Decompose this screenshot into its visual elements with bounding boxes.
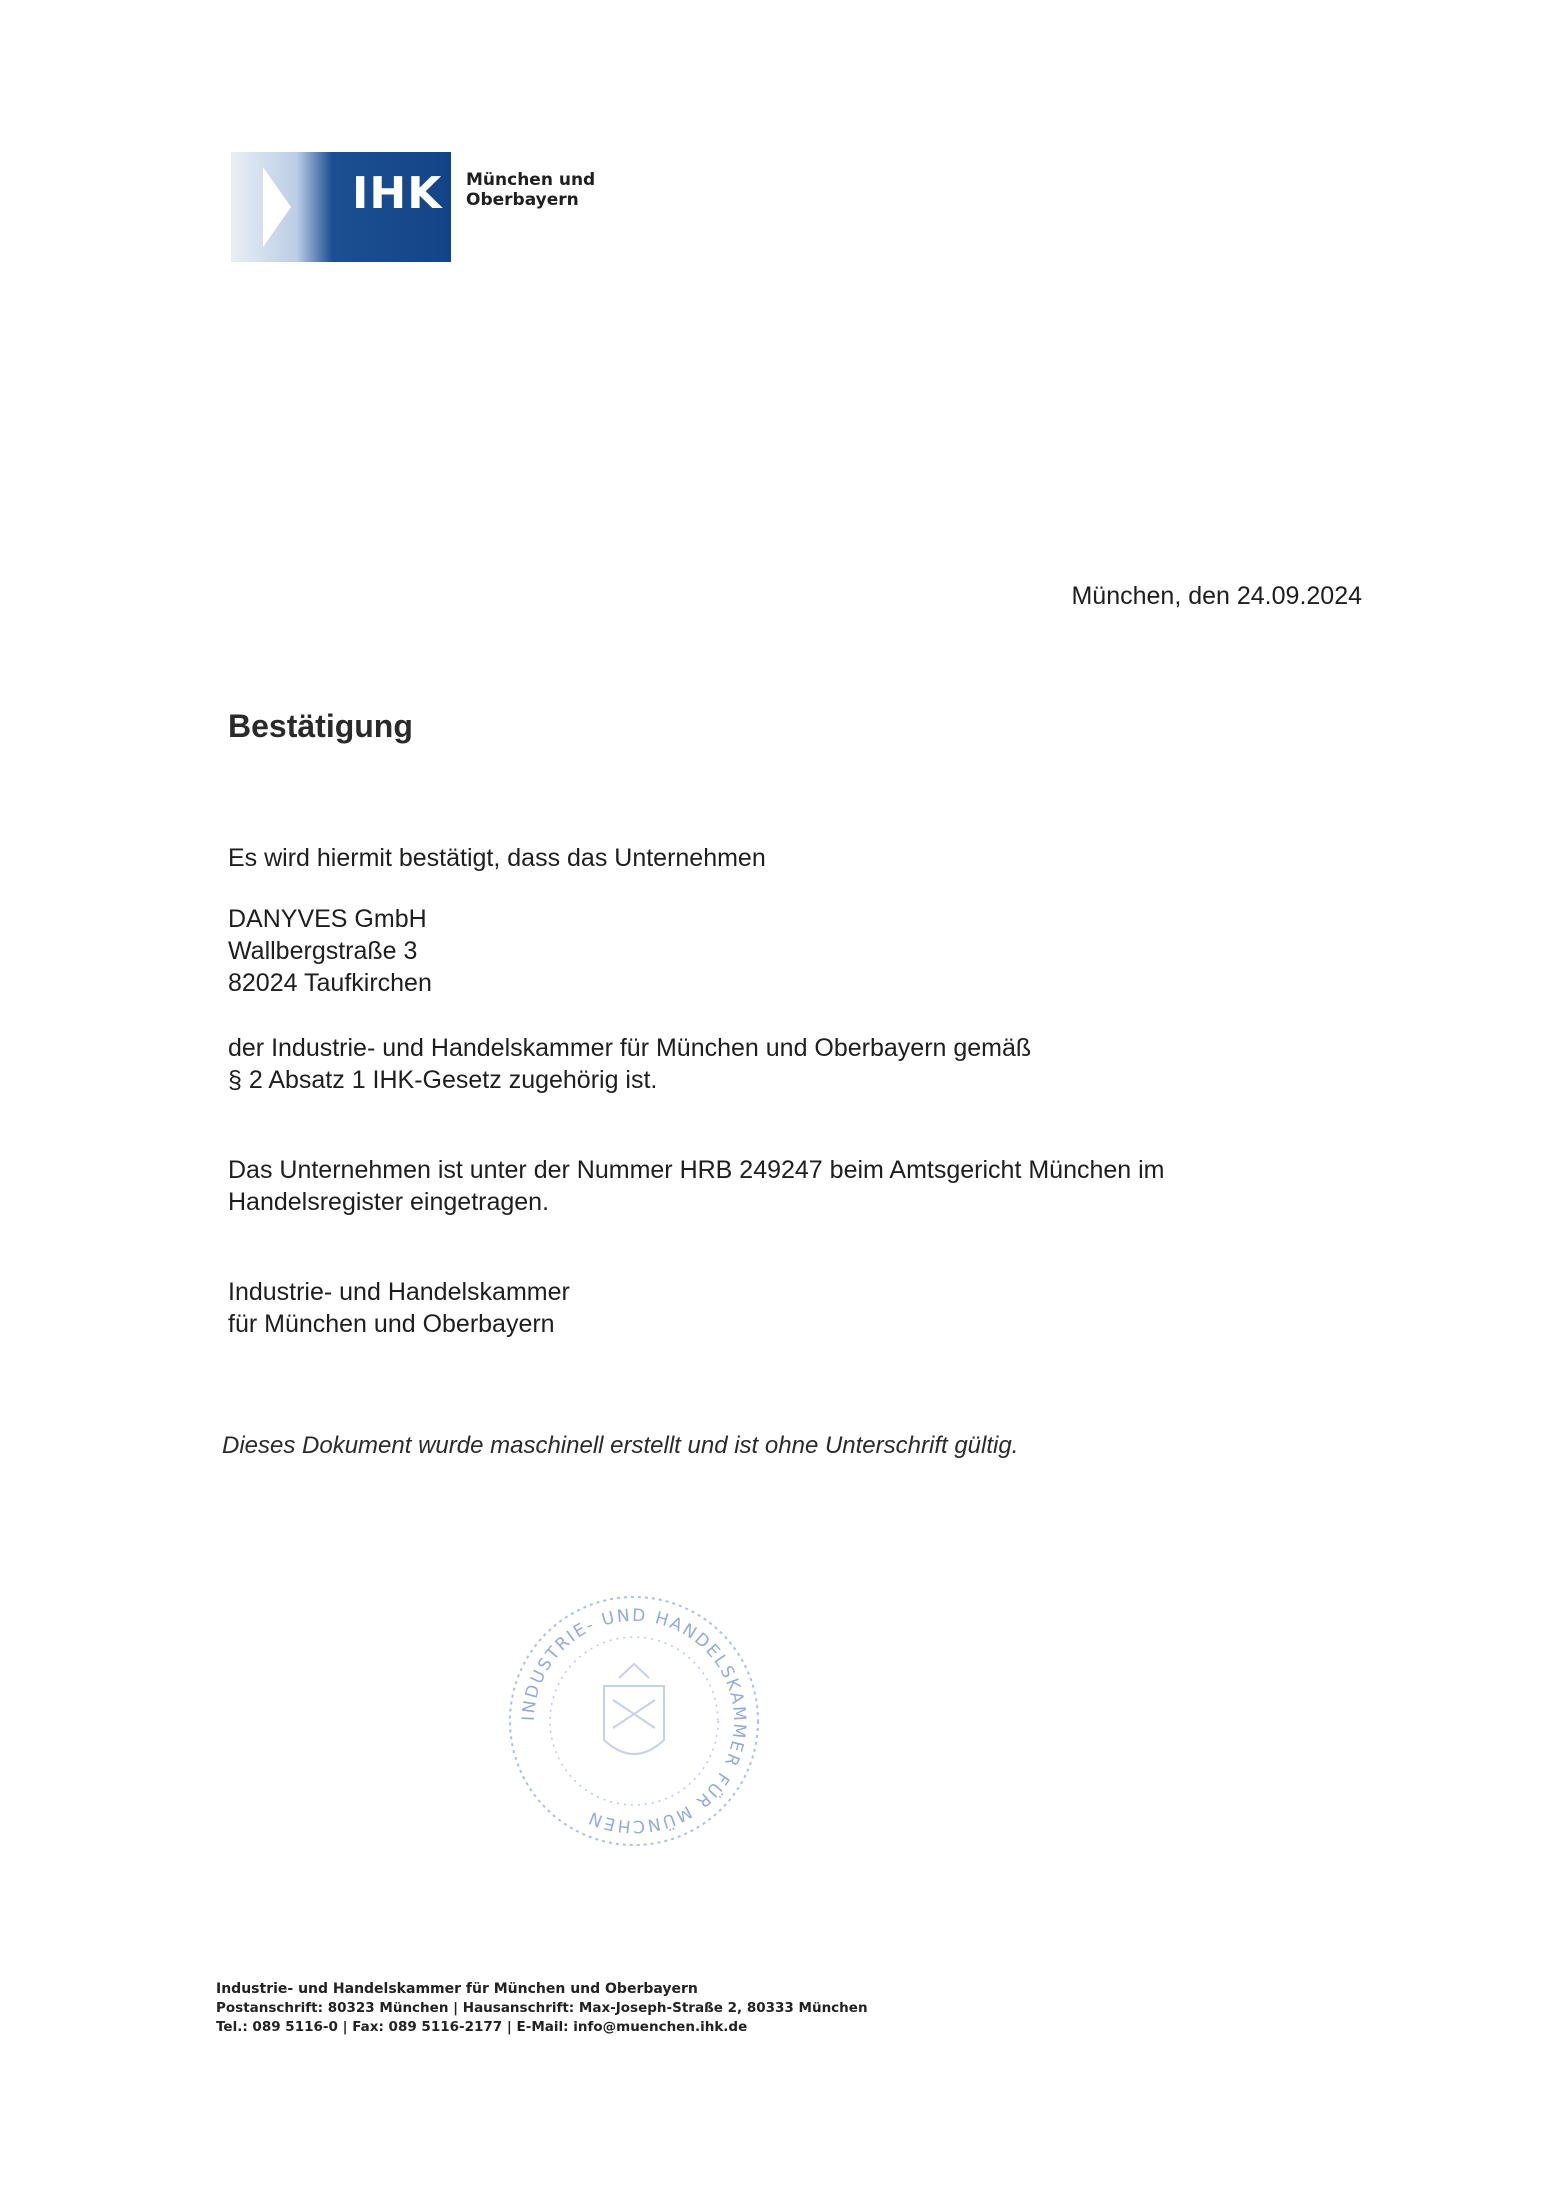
footer-line1: Industrie- und Handelskammer für München und Oberbayern [216,1981,698,1997]
register-line2: Handelsregister eingetragen. [228,1188,550,1216]
company-street: Wallbergstraße 3 [228,937,418,965]
company-city: 82024 Taufkirchen [228,969,432,997]
letter-title: Bestätigung [228,708,413,744]
logo-subtitle [466,170,595,210]
letter-date: München, den 24.09.2024 [1071,582,1362,610]
logo-arrow-icon [263,167,291,247]
organization-line1: Industrie- und Handelskammer [228,1278,570,1306]
official-seal-icon [503,1590,765,1852]
register-paragraph [228,1154,1165,1218]
organization-line2: für München und Oberbayern [228,1310,555,1338]
company-address [228,903,432,999]
logo-subtitle-line2: Oberbayern [466,190,579,210]
organization-block [228,1276,570,1340]
membership-paragraph [228,1032,1031,1096]
letter-footer [216,1980,868,2037]
validity-note: Dieses Dokument wurde maschinell erstellt und ist ohne Unterschrift gültig. [222,1432,1019,1459]
intro-text: Es wird hiermit bestätigt, dass das Unternehmen [228,844,766,872]
seal-emblem-icon [604,1664,664,1754]
svg-text:INDUSTRIE- UND HANDELSKAMMER F [519,1606,749,1836]
footer-line2: Postanschrift: 80323 München | Hausanschrift: Max-Joseph-Straße 2, 80333 München [216,2000,868,2016]
ihk-logo [231,152,451,262]
seal-text: INDUSTRIE- UND HANDELSKAMMER FÜR MÜNCHEN [518,1605,750,1837]
logo-subtitle-line1: München und [466,170,596,190]
membership-line2: § 2 Absatz 1 IHK-Gesetz zugehörig ist. [228,1066,658,1094]
membership-line1: der Industrie- und Handelskammer für München und Oberbayern gemäß [228,1034,1032,1062]
register-line1: Das Unternehmen ist unter der Nummer HRB 249247 beim Amtsgericht München im [228,1156,1165,1184]
footer-line3: Tel.: 089 5116-0 | Fax: 089 5116-2177 | E-Mail: info@muenchen.ihk.de [216,2019,748,2035]
logo-wordmark: IHK [352,168,443,219]
company-name: DANYVES GmbH [228,905,427,933]
